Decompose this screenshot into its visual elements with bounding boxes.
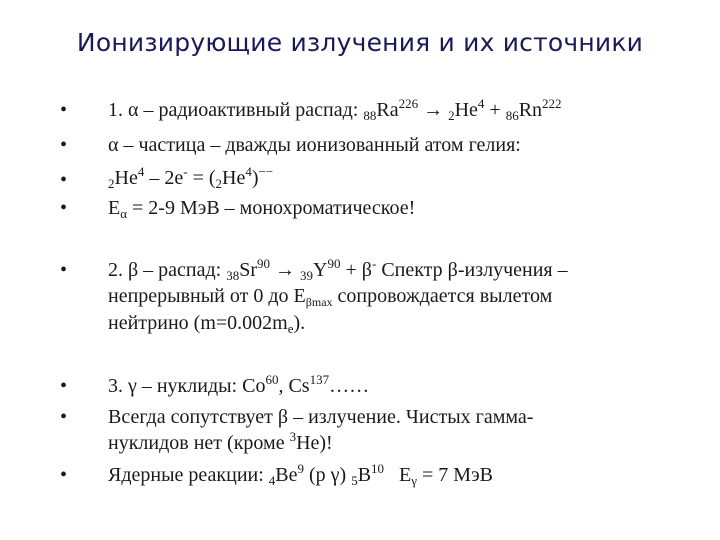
bullet: • bbox=[60, 134, 68, 156]
bullet: • bbox=[60, 197, 68, 219]
bullet: • bbox=[60, 375, 68, 397]
alpha-energy-line: $E_\alpha = 2-9$ МэВ – монохроматическое! bbox=[108, 197, 416, 221]
gamma-accompany-line: Всегда сопутствует β – излучение. Чистых гамма- bbox=[108, 406, 534, 428]
bullet: • bbox=[60, 169, 68, 191]
alpha-helium-line: $_2He^4 - 2e^- = (_2He^4)^{--}$ bbox=[108, 164, 274, 191]
gamma-nuclides-line: 3. γ – нуклиды: Co$^{60}$, Cs$^{137}$…… bbox=[108, 372, 370, 397]
beta-neutrino-line: нейтрино $(m=0.002m_e)$. bbox=[108, 312, 306, 336]
bullet: • bbox=[60, 406, 68, 428]
gamma-nuclides-none-line: нуклидов нет (кроме $^3$He)! bbox=[108, 429, 333, 454]
gamma-reactions-line: Ядерные реакции: $_4Be^9$ (p γ) $_5B^{10}$ $E_\gamma = 7$ МэВ bbox=[108, 461, 493, 488]
bullet: • bbox=[60, 464, 68, 486]
slide-title: Ионизирующие излучения и их источники bbox=[76, 28, 644, 57]
alpha-particle-line: α – частица – дважды ионизованный атом гелия: bbox=[108, 134, 521, 156]
beta-decay-line: 2. β – распад: $_{38}Sr^{90} \to _{39}Y^{90} + \beta^-$ Спектр β-излучения – bbox=[108, 256, 568, 283]
beta-spectrum-line: непрерывный от 0 до $E_{\beta max}$ сопровождается вылетом bbox=[108, 285, 553, 309]
alpha-decay-line: 1. α – радиоактивный распад: $_{88}Ra^{226} \to _2He^4 + _{86}Rn^{222}$ bbox=[108, 96, 562, 123]
bullet: • bbox=[60, 99, 68, 121]
bullet: • bbox=[60, 259, 68, 281]
